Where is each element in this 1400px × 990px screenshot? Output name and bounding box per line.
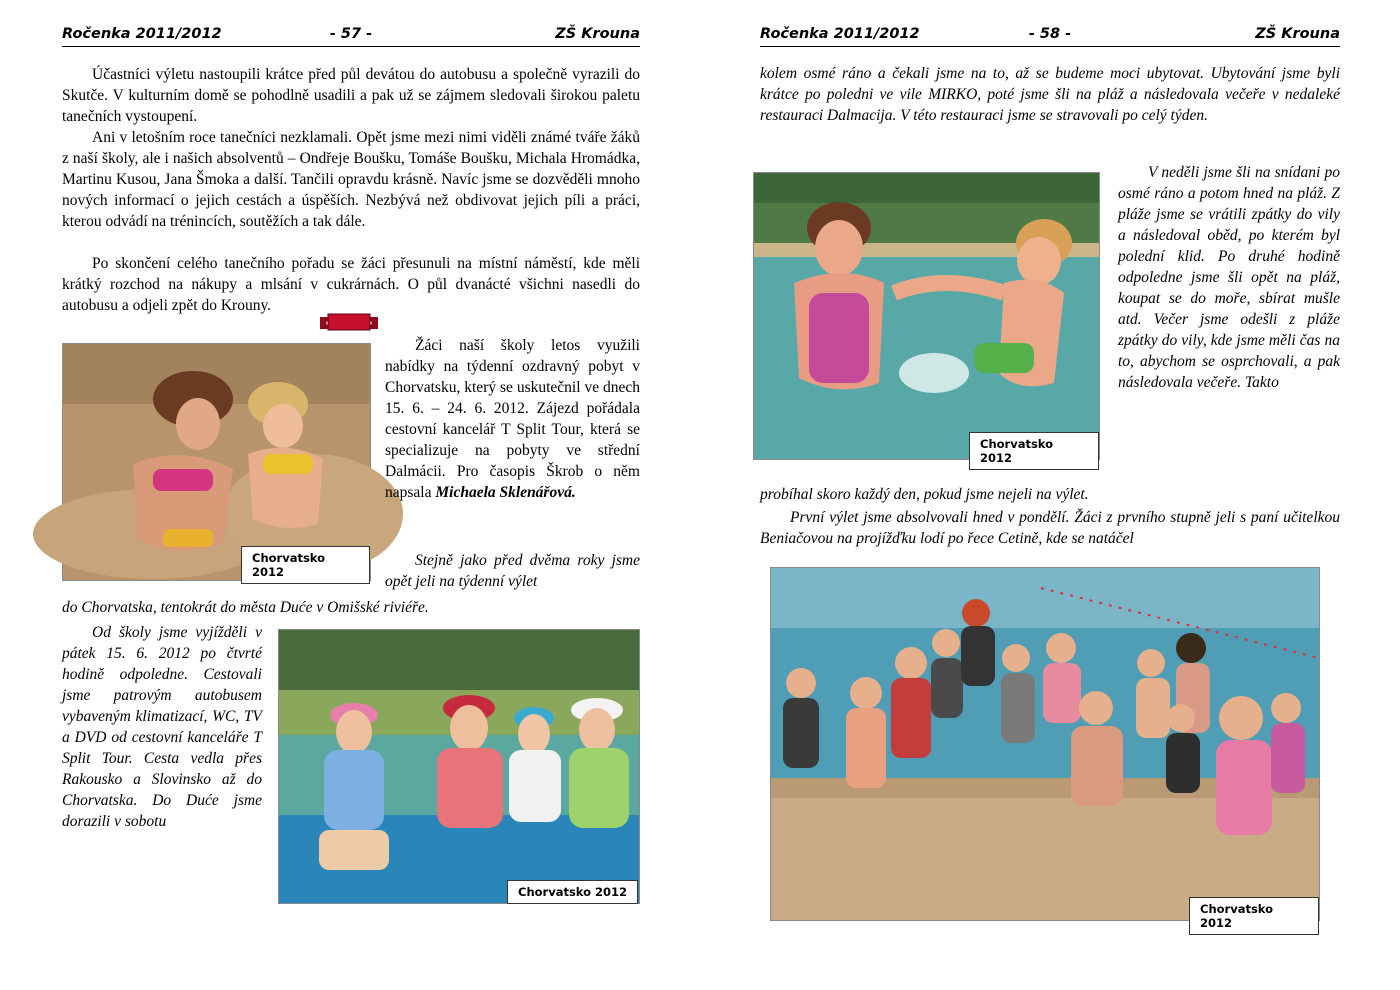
paragraph: Po skončení celého tanečního pořadu se žáci přesunuli na místní náměstí, kde měli krátký rozchod na nákupy a mlsání v cukrárnách. O půl dvanácté všichni nasedli do autobusu a odjeli zpět do Krouny. bbox=[62, 255, 640, 314]
photo-group-on-beach bbox=[770, 567, 1320, 930]
photo-girls-in-sand bbox=[62, 343, 371, 581]
header-school: ZŠ Krouna bbox=[1255, 26, 1340, 42]
italic-line: probíhal skoro každý den, pokud jsme nejeli na výlet. bbox=[760, 486, 1089, 503]
italic-column: V neděli jsme šli na snídani po osmé ráno a potom hned na pláž. Z pláže jsme se vrátili zpátky do vily a následoval oběd, po kterém byl polední klid. Po druhé hodině odpoledne jsme šli opět na pláž, koupat se do moře, sbírat mušle atd. Večer jsme odešli z pláže zpátky do vily, kde jsme měli čas na to, abychom se osprchovali, a pak následovala večeře. Takto bbox=[1118, 164, 1340, 391]
italic-paragraph: První výlet jsme absolvovali hned v pondělí. Žáci z prvního stupně jeli s paní učitelkou Beniačovou na projížďku lodí po řece Cetině, kde se natáčel bbox=[760, 509, 1340, 547]
paragraph: Ani v letošním roce tanečníci nezklamali. Opět jsme mezi nimi viděli známé tváře žáků z naší školy, ale i našich absolventů – Ondřeje Boušku, Tomáše Boušku, Michala Hromádka, Martinu Kusou, Jana Šmoka a další. Tančili opravdu krásně. Navíc jsme se dozvěděli mnoho nových informací o jejich cestách a úspěších. Nezbývá než obdivovat jejich píli a práci, kterou odvádí na trénincích, soutěžích a tak dále. bbox=[62, 129, 640, 230]
page-header bbox=[62, 24, 640, 47]
italic-paragraph: Stejně jako před dvěma roky jsme opět jeli na týdenní výlet bbox=[385, 552, 640, 590]
ribbon-divider bbox=[320, 314, 378, 332]
header-title: Ročenka 2011/2012 bbox=[62, 26, 222, 42]
page-number: - 58 - bbox=[1028, 26, 1072, 42]
page-header bbox=[760, 24, 1340, 47]
photo-caption: Chorvatsko 2012 bbox=[1189, 897, 1319, 935]
header-school: ZŠ Krouna bbox=[555, 26, 640, 42]
italic-paragraph: kolem osmé ráno a čekali jsme na to, až se budeme moci ubytovat. Ubytování jsme byli krátce po poledni ve vile MIRKO, poté jsme šli na pláž a následovala večeře v nedaleké restauraci Dalmacija. V této restauraci jsme se stravovali po celý týden. bbox=[760, 65, 1340, 124]
photo-girls-on-boat bbox=[278, 629, 640, 904]
photo-caption: Chorvatsko 2012 bbox=[241, 546, 370, 584]
italic-column: Od školy jsme vyjížděli v pátek 15. 6. 2012 po čtvrté hodině odpoledne. Cestovali jsme patrovým autobusem vybaveným klimatizací, WC, TV a DVD od cestovní kanceláře T Split Tour. Cesta vedla přes Rakousko a Slovinsko až do Chorvatska. Do Duće jsme dorazili v sobotu bbox=[62, 624, 262, 830]
page-number: - 57 - bbox=[329, 26, 373, 42]
italic-line: do Chorvatska, tentokrát do města Duće v Omišské riviéře. bbox=[62, 599, 429, 616]
photo-caption: Chorvatsko 2012 bbox=[507, 880, 638, 904]
intro-text: Žáci naší školy letos využili nabídky na týdenní ozdravný pobyt v Chorvatsku, který se uskutečnil ve dnech 15. 6. – 24. 6. 2012. Zájezd pořádala cestovní kancelář T Split Tour, která se specializuje na pobyty ve střední Dalmácii. Pro časopis Škrob o něm napsala bbox=[385, 337, 640, 501]
photo-sea-splash bbox=[753, 172, 1100, 465]
intro-paragraph bbox=[385, 335, 640, 503]
paragraph: Účastníci výletu nastoupili krátce před půl devátou do autobusu a společně vyrazili do Skutče. V kulturním domě se pohodlně usadili a pak už se zájmem sledovali širokou paletu tanečních vystoupení. bbox=[62, 66, 640, 125]
right-page bbox=[700, 0, 1400, 990]
author-name: Michaela Sklenářová. bbox=[435, 484, 576, 501]
photo-caption: Chorvatsko 2012 bbox=[969, 432, 1099, 470]
header-title: Ročenka 2011/2012 bbox=[760, 26, 920, 42]
